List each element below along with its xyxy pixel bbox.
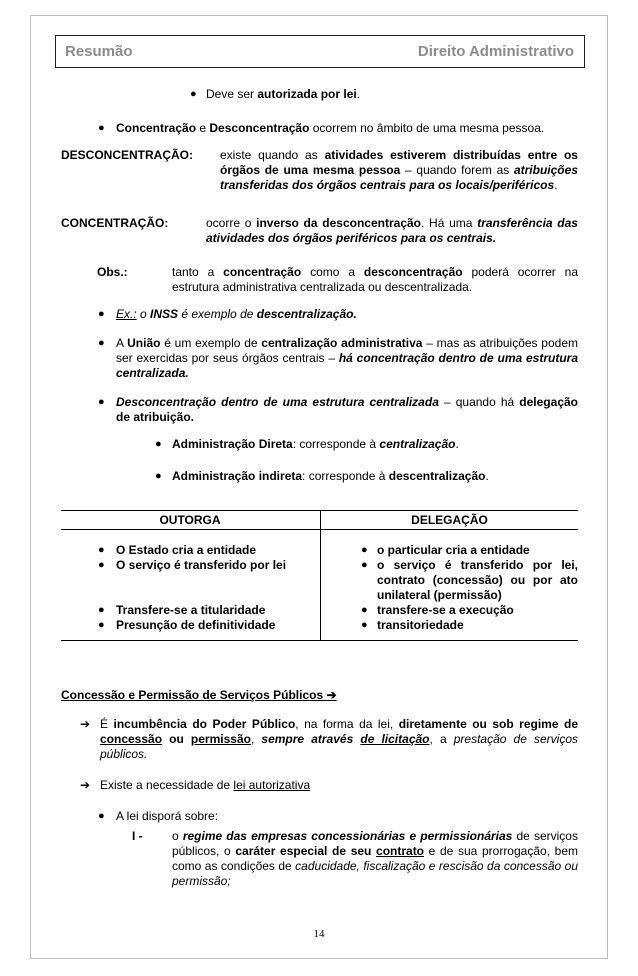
bullet-icon: ● bbox=[98, 337, 105, 349]
bullet-icon: ● bbox=[98, 604, 105, 616]
table-cell: o particular cria a entidade bbox=[377, 543, 530, 557]
bullet-icon: ● bbox=[98, 559, 105, 571]
text-bold-italic: sempre através bbox=[261, 732, 361, 746]
text-bold: autorizada por lei bbox=[257, 87, 357, 101]
table-cell: Presunção de definitividade bbox=[116, 618, 276, 632]
text-underlined: Ex.: bbox=[116, 307, 137, 321]
text: . bbox=[554, 178, 558, 192]
bullet-icon: ● bbox=[190, 88, 197, 100]
text: : corresponde à bbox=[302, 469, 389, 483]
section-title bbox=[61, 688, 337, 703]
text: e bbox=[196, 121, 210, 135]
text: . bbox=[485, 469, 489, 483]
header-title-left: Resumão bbox=[65, 43, 133, 60]
arrow-right-icon: ➔ bbox=[326, 688, 337, 702]
text: – quando forem as bbox=[400, 163, 514, 177]
text-bold: desconcentração bbox=[363, 265, 463, 279]
text-bold-italic: transferência das atividades dos órgãos periféricos para os centrais. bbox=[206, 216, 578, 245]
text: Existe a necessidade de bbox=[100, 778, 234, 792]
public-power-item bbox=[100, 717, 578, 762]
text-underlined: lei autorizativa bbox=[233, 778, 311, 792]
text-bold-underlined: contrato bbox=[376, 844, 425, 858]
direct-administration-item bbox=[172, 437, 459, 452]
text: É bbox=[100, 717, 114, 731]
law-requirement-item bbox=[100, 778, 310, 793]
table-cell: O Estado cria a entidade bbox=[116, 543, 257, 557]
text-bold: atividades estiverem distribuídas entre os órgãos de uma mesma pessoa bbox=[220, 148, 578, 177]
text: poderá ocorrer na estrutura administrativa centralizada ou descentralizada. bbox=[172, 265, 579, 294]
text: A bbox=[116, 336, 128, 350]
item-number: I - bbox=[132, 829, 143, 843]
item-i-text bbox=[172, 829, 578, 889]
text-bold-underlined: permissão bbox=[190, 732, 251, 746]
text: o bbox=[136, 307, 151, 321]
text: , na forma da lei, bbox=[295, 717, 399, 731]
desconcentration-label: DESCONCENTRAÇÃO: bbox=[61, 148, 193, 162]
text-bold: União bbox=[127, 336, 161, 350]
concentration-bullet bbox=[116, 121, 544, 136]
table-header-outorga: OUTORGA bbox=[159, 513, 221, 527]
text-bold-italic: regime das empresas concessionárias e permissionárias bbox=[182, 829, 513, 843]
table-column-divider bbox=[320, 510, 321, 641]
table-cell: transitoriedade bbox=[377, 618, 464, 632]
authorized-by-law-line bbox=[206, 87, 360, 102]
text: é um exemplo de bbox=[160, 336, 262, 350]
bullet-icon: ● bbox=[361, 544, 368, 556]
arrow-right-icon: ➔ bbox=[80, 717, 91, 731]
text-bold-underlined: concessão bbox=[100, 732, 163, 746]
bullet-icon: ● bbox=[155, 438, 162, 450]
desconcentration-definition bbox=[220, 148, 578, 193]
text: é exemplo de bbox=[178, 307, 257, 321]
text: tanto a bbox=[172, 265, 224, 279]
text: – quando há bbox=[438, 395, 520, 409]
bullet-icon: ● bbox=[98, 544, 105, 556]
text: , a bbox=[429, 732, 454, 746]
bullet-icon: ● bbox=[361, 559, 368, 571]
indirect-administration-item bbox=[172, 469, 489, 484]
table-cell: Transfere-se a titularidade bbox=[116, 603, 266, 617]
bullet-icon: ● bbox=[98, 396, 105, 408]
bullet-icon: ● bbox=[98, 619, 105, 631]
table-cell: transfere-se a execução bbox=[377, 603, 514, 617]
text-bold: centralização administrativa bbox=[261, 336, 423, 350]
text-bold-italic: atribuições transferidas dos órgãos centrais para os locais/periféricos bbox=[220, 163, 578, 192]
text: como a bbox=[301, 265, 364, 279]
page-header bbox=[55, 35, 585, 68]
law-provisions-bullet: A lei disporá sobre: bbox=[116, 809, 219, 823]
text: de serviços públicos, o bbox=[172, 829, 578, 858]
table-bottom-rule bbox=[61, 640, 578, 641]
text: existe quando as bbox=[220, 148, 325, 162]
text-bold-italic: há concentração dentro de uma estrutura centralizada. bbox=[116, 351, 578, 380]
text: , bbox=[250, 732, 262, 746]
text-bold: descentralização bbox=[388, 469, 486, 483]
header-title-right: Direito Administrativo bbox=[417, 43, 574, 60]
text-bold: incumbência do Poder Público bbox=[113, 717, 296, 731]
text-bold-italic-underlined: de licitação bbox=[360, 732, 430, 746]
bullet-icon: ● bbox=[155, 470, 162, 482]
bullet-icon: ● bbox=[98, 810, 105, 822]
text: Deve ser bbox=[206, 87, 258, 101]
text-bold: inverso da desconcentração bbox=[256, 216, 421, 230]
text: ocorrem no âmbito de uma mesma pessoa. bbox=[309, 121, 545, 135]
text-italic: prestação de serviços públicos. bbox=[100, 732, 579, 761]
inss-example bbox=[116, 307, 357, 322]
text: ocorre o bbox=[206, 216, 257, 230]
text: o bbox=[172, 829, 183, 843]
text-bold: delegação de atribuição. bbox=[116, 395, 578, 424]
obs-label: Obs.: bbox=[97, 265, 128, 279]
table-cell: O serviço é transferido por lei bbox=[116, 558, 287, 572]
table-header-delegacao: DELEGAÇÃO bbox=[411, 513, 488, 527]
text-bold-italic: Desconcentração dentro de uma estrutura centralizada bbox=[116, 395, 439, 409]
bullet-icon: ● bbox=[361, 619, 368, 631]
bullet-icon: ● bbox=[98, 122, 105, 134]
concentration-label: CONCENTRAÇÃO: bbox=[61, 216, 169, 230]
text-bold: concentração bbox=[223, 265, 302, 279]
text-bold: diretamente ou sob regime de bbox=[398, 717, 578, 731]
text: : corresponde à bbox=[292, 437, 380, 451]
text: . Há uma bbox=[421, 216, 478, 230]
text-bold: ou bbox=[162, 732, 191, 746]
section-title-text: Concessão e Permissão de Serviços Públicos bbox=[61, 688, 324, 702]
bullet-icon: ● bbox=[98, 308, 105, 320]
text: . bbox=[455, 437, 459, 451]
text-italic: caducidade, fiscalização e rescisão da concessão ou permissão; bbox=[172, 859, 578, 888]
text-bold: caráter especial de seu bbox=[235, 844, 377, 858]
arrow-right-icon: ➔ bbox=[80, 778, 91, 792]
text: e de sua prorrogação, bem como as condições de bbox=[172, 844, 579, 873]
text-bold: descentralização. bbox=[256, 307, 357, 321]
text: – mas as atribuições podem ser exercidas por seus órgãos centrais – bbox=[116, 336, 579, 365]
text-bold: Administração indireta bbox=[172, 469, 303, 483]
text-bold: INSS bbox=[150, 307, 179, 321]
concentration-definition bbox=[206, 216, 578, 246]
text-bold: Concentração bbox=[116, 121, 197, 135]
page-number: 14 bbox=[313, 928, 325, 940]
text-bold-italic: centralização bbox=[379, 437, 456, 451]
obs-text bbox=[172, 265, 578, 295]
text-bold: Desconcentração bbox=[209, 121, 310, 135]
desconcentration-within-bullet bbox=[116, 395, 578, 425]
text: . bbox=[356, 87, 361, 101]
bullet-icon: ● bbox=[361, 604, 368, 616]
uniao-bullet bbox=[116, 336, 578, 381]
text-bold: Administração Direta bbox=[172, 437, 293, 451]
table-cell: o serviço é transferido por lei, contrato (concessão) ou por ato unilateral (permissão) bbox=[377, 558, 578, 602]
